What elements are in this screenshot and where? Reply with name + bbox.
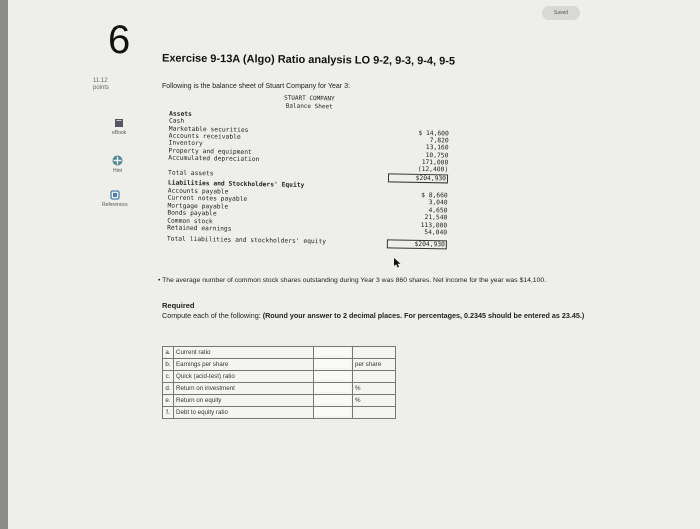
answer-letter: c. <box>163 371 174 383</box>
answer-label: Return on investment <box>174 383 314 395</box>
balance-sheet <box>167 93 450 264</box>
sheet-row-value: (12,400) <box>417 165 449 174</box>
answer-input[interactable] <box>314 407 350 416</box>
sheet-row-value: 10,750 <box>425 152 449 160</box>
answer-input[interactable] <box>314 395 350 404</box>
answer-unit: % <box>353 383 396 395</box>
sheet-row-label: Inventory <box>168 139 203 148</box>
points-label <box>93 78 109 92</box>
exercise-title: Exercise 9-13A (Algo) Ratio analysis LO 9-2, 9-3, 9-4, 9-5 <box>161 52 456 68</box>
answer-row <box>163 371 396 383</box>
answer-letter: a. <box>163 347 174 359</box>
sheet-row-value: $ 14,600 <box>418 129 449 138</box>
answer-row <box>163 407 396 419</box>
hint-button[interactable] <box>112 155 123 174</box>
sheet-company: STUART COMPANY <box>284 94 335 103</box>
sheet-row-label: Common stock <box>167 217 213 226</box>
references-button[interactable] <box>102 190 128 208</box>
sheet-row-value: 13,160 <box>425 144 449 152</box>
references-icon <box>110 190 120 200</box>
answer-letter: f. <box>163 407 174 419</box>
answer-unit <box>353 407 396 419</box>
answer-label: Earnings per share <box>174 359 314 371</box>
points-value: 11.12 <box>93 78 108 84</box>
sheet-row-label: Liabilities and Stockholders' Equity <box>167 179 305 189</box>
sheet-row-label: Mortgage payable <box>167 202 229 211</box>
sheet-row-value: 54,040 <box>424 229 448 237</box>
answer-input-cell <box>314 371 353 383</box>
answer-unit: per share <box>353 359 396 371</box>
mouse-cursor-icon <box>394 258 402 268</box>
answer-letter: d. <box>163 383 174 395</box>
references-label: References <box>102 202 128 208</box>
required-plain: Compute each of the following: <box>162 311 263 320</box>
sheet-row-value <box>392 183 448 184</box>
answer-unit <box>353 371 396 383</box>
answer-input[interactable] <box>314 347 350 356</box>
sheet-row-value: 7,820 <box>429 137 449 145</box>
answer-label: Current ratio <box>174 347 314 359</box>
note-body: The average number of common stock shares outstanding during Year 3 was 860 shares. Net income for the year was $14,100. <box>162 277 547 284</box>
points-unit: points <box>93 85 110 91</box>
answer-input-cell <box>314 407 353 419</box>
answer-input[interactable] <box>314 383 350 392</box>
answer-row <box>163 359 396 371</box>
sheet-row-value: 171,000 <box>421 158 449 167</box>
answer-unit <box>353 347 396 359</box>
answer-letter: e. <box>163 395 174 407</box>
answer-table <box>162 346 396 419</box>
answer-label: Return on equity <box>174 395 314 407</box>
sheet-row-label: Retained earnings <box>167 224 232 233</box>
intro-text: Following is the balance sheet of Stuart Company for Year 3: <box>162 83 350 90</box>
ebook-label: eBook <box>112 130 127 136</box>
sheet-subtitle: Balance Sheet <box>285 102 333 111</box>
sheet-row-label: Current notes payable <box>167 194 248 203</box>
sheet-row-label: Accounts payable <box>167 187 229 196</box>
sheet-row-label: Total assets <box>168 169 214 178</box>
hint-icon <box>112 155 123 166</box>
sheet-row-label: Marketable securities <box>168 125 249 134</box>
answer-row <box>163 383 396 395</box>
hint-label: Hint <box>113 168 122 174</box>
answer-row <box>163 395 396 407</box>
sheet-row <box>167 236 447 249</box>
sheet-row-value: 4,650 <box>428 207 448 215</box>
note-text <box>158 277 546 284</box>
sheet-row-value: 113,000 <box>420 221 448 230</box>
sheet-row-label: Assets <box>169 110 192 118</box>
question-number: 6 <box>108 18 131 62</box>
sheet-row-value: $204,930 <box>387 239 447 249</box>
saved-indicator: Saved <box>542 6 580 20</box>
answer-label: Debt to equity ratio <box>174 407 314 419</box>
question-page <box>8 0 700 529</box>
answer-letter: b. <box>163 359 174 371</box>
sheet-row-label: Cash <box>168 117 185 125</box>
sheet-row-label: Accounts receivable <box>168 132 241 141</box>
sheet-row-value <box>393 121 449 122</box>
sheet-row-label: Bonds payable <box>167 209 217 218</box>
answer-input[interactable] <box>314 359 350 368</box>
required-instructions <box>162 311 584 320</box>
sheet-row-label: Property and equipment <box>168 147 252 157</box>
sheet-row-value: 3,040 <box>428 199 448 207</box>
answer-input-cell <box>314 359 353 371</box>
answer-input-cell <box>314 395 353 407</box>
answer-unit: % <box>353 395 396 407</box>
sheet-row-value: $ 8,660 <box>421 191 448 200</box>
sheet-row-value: $204,930 <box>388 173 448 183</box>
sheet-row-value <box>393 114 449 115</box>
answer-label: Quick (acid-test) ratio <box>174 371 314 383</box>
bullet: • <box>158 277 163 284</box>
sheet-row-label: Accumulated depreciation <box>168 154 260 164</box>
answer-input-cell <box>314 347 353 359</box>
sheet-row-label: Total liabilities and stockholders' equity <box>166 235 327 246</box>
ebook-button[interactable] <box>112 118 126 136</box>
answer-input-cell <box>314 383 353 395</box>
required-bold: (Round your answer to 2 decimal places. For percentages, 0.2345 should be entered as 23.45.) <box>262 311 585 320</box>
answer-row <box>163 347 396 359</box>
book-icon <box>114 118 124 128</box>
sheet-row-value: 21,540 <box>424 214 448 222</box>
required-heading: Required <box>162 301 195 310</box>
answer-input[interactable] <box>314 371 350 380</box>
